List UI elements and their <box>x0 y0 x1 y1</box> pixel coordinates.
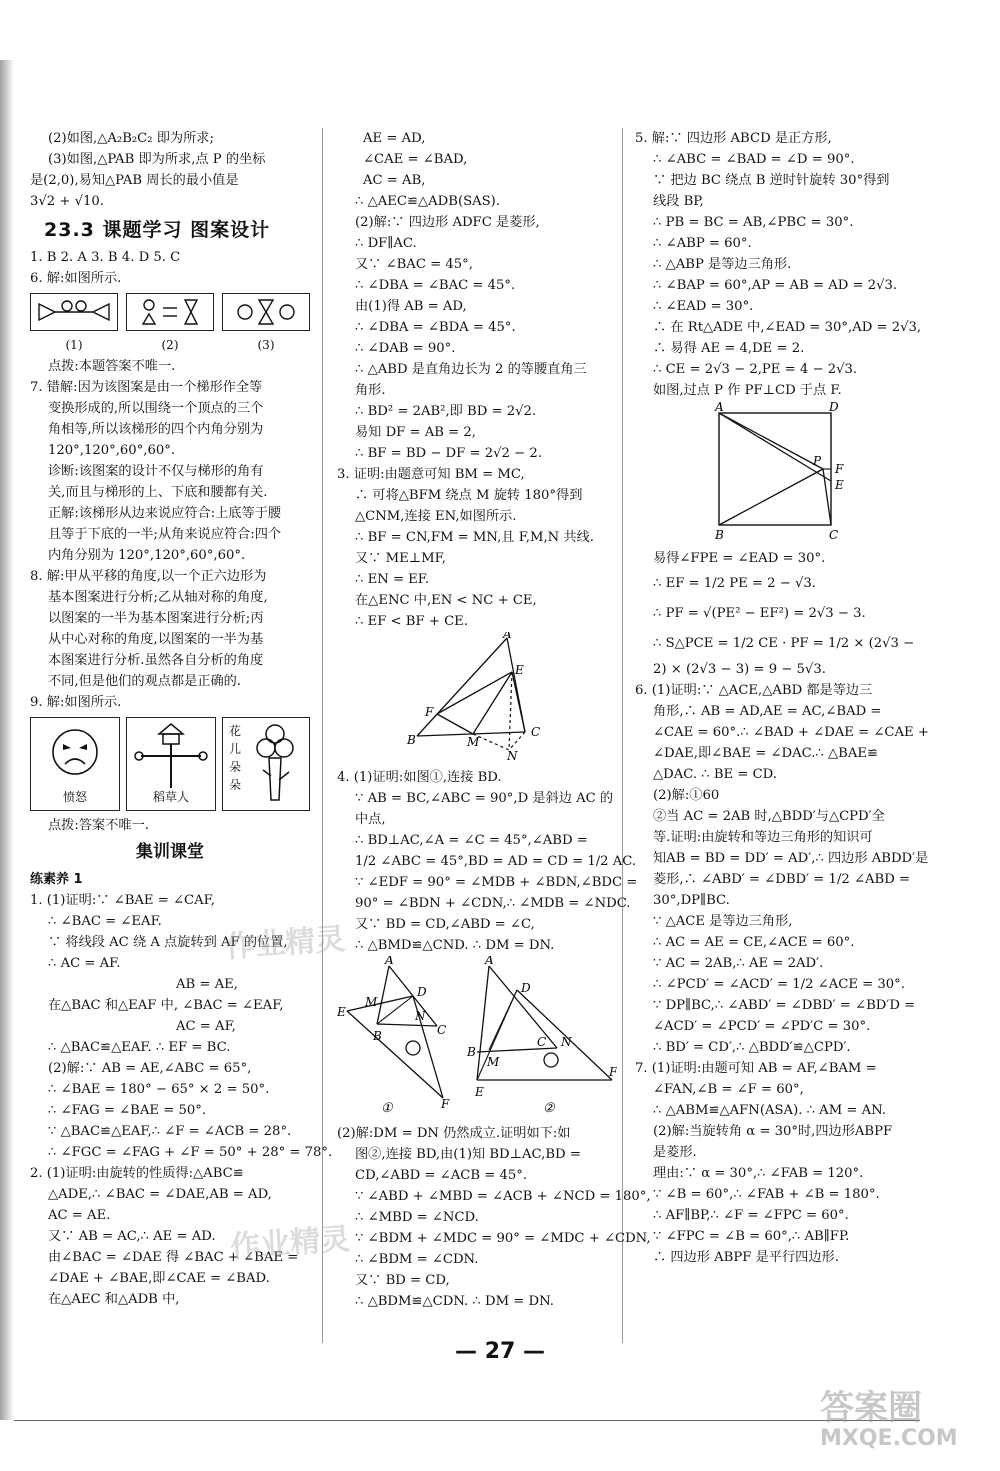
figure-captions <box>30 335 310 356</box>
answer-line: 6. 解:如图所示. <box>30 271 122 286</box>
text-line: ∴ ∠BDM = ∠CDN. <box>355 1252 479 1267</box>
text-line: 1. (1)证明:∵ ∠BAE = ∠CAF, <box>30 893 215 908</box>
text-line: ∵ DP∥BC,∴ ∠ABD′ = ∠DBD′ = ∠BD′D = <box>653 998 916 1013</box>
svg-text:E: E <box>515 663 524 677</box>
pattern-figure-3 <box>222 293 310 331</box>
svg-text:D: D <box>417 985 427 999</box>
svg-text:M: M <box>487 1055 500 1069</box>
svg-text:N: N <box>415 1009 426 1023</box>
text-line: 3√2 + √10. <box>30 194 104 209</box>
text-line: 等.证明:由旋转和等边三角形的知识可 <box>653 830 873 845</box>
text-line: ∴ ∠ABP = 60°. <box>653 236 752 251</box>
triangle-figure-q3 <box>337 632 597 760</box>
text-line: ∴ ∠BAE = 180° − 65° × 2 = 50°. <box>48 1082 270 1097</box>
text-line: ∴ ∠FGC = ∠FAG + ∠F = 50° + 28° = 78°. <box>48 1145 333 1160</box>
svg-text:F: F <box>441 1097 450 1111</box>
text-line: 线段 BP, <box>653 194 704 209</box>
svg-text:P: P <box>813 454 822 468</box>
text-line: ∴ 在 Rt△ADE 中,∠EAD = 30°,AD = 2√3, <box>653 320 922 335</box>
column-right <box>635 128 929 1268</box>
svg-text:D: D <box>829 401 839 414</box>
text-line: 图②,连接 BD,由(1)知 BD⊥AC,BD = <box>355 1147 581 1162</box>
text-line: 理由:∵ α = 30°,∴ ∠FAB = 120°. <box>653 1166 864 1181</box>
text-line: ∴ CE = 2√3 − 2,PE = 4 − 2√3. <box>653 362 858 377</box>
text-line: ∴ BD² = 2AB²,即 BD = 2√2. <box>355 404 537 419</box>
text-line: ∵ ∠B = 60°,∴ ∠FAB + ∠B = 180°. <box>653 1187 880 1202</box>
text-line: 7. 错解:因为该图案是由一个梯形作全等 <box>30 380 263 395</box>
svg-text:②: ② <box>543 1101 555 1116</box>
svg-text:F: F <box>425 705 434 719</box>
text-line: 90° = ∠BDN + ∠CDN,∴ ∠MDB = ∠NDC. <box>355 896 631 911</box>
text-line: 又∵ BD = CD, <box>355 1273 450 1288</box>
text-line: △DAC. ∴ BE = CD. <box>653 767 777 782</box>
vertical-label: 花儿朵朵 <box>229 724 242 792</box>
scarecrow-figure <box>126 717 216 811</box>
tip-line: 点拨:答案不唯一. <box>48 818 149 833</box>
text-line: ∵ ∠BDM + ∠MDC = 90° = ∠MDC + ∠CDN, <box>355 1231 651 1246</box>
text-line: ∴ 四边形 ABPF 是平行四边形. <box>653 1250 839 1265</box>
text-line: ∵ ∠EDF = 90° = ∠MDB + ∠BDN,∠BDC = <box>355 875 638 890</box>
text-line: 由∠BAC = ∠DAE 得 ∠BAC + ∠BAE = <box>48 1250 299 1265</box>
text-line: ∴ AC = AF. <box>48 956 121 971</box>
text-line: △CNM,连接 EN,如图所示. <box>355 509 517 524</box>
text-line: 120°,120°,60°,60°. <box>48 443 176 458</box>
text-line: 角形. <box>355 383 386 398</box>
text-line: ∴ △BAC≌△EAF. ∴ EF = BC. <box>48 1040 231 1055</box>
svg-text:A: A <box>385 956 394 967</box>
text-line: ∵ △ACE 是等边三角形, <box>653 914 793 929</box>
text-line: ∴ △ABD 是直角边长为 2 的等腰直角三 <box>355 362 587 377</box>
text-line: ∠FAN,∠B = ∠F = 60°, <box>653 1082 804 1097</box>
pattern-figures <box>30 293 310 331</box>
svg-text:A: A <box>715 401 724 414</box>
practice-label: 练素养 1 <box>30 872 83 887</box>
text-line: (3)如图,△PAB 即为所求,点 P 的坐标 <box>48 152 266 167</box>
svg-text:F: F <box>835 462 844 476</box>
text-line: ∠DAE,即∠BAE = ∠DAC.∴ △BAE≌ <box>653 746 879 761</box>
text-line: ∠DAE + ∠BAE,即∠CAE = ∠BAD. <box>48 1271 270 1286</box>
svg-text:B: B <box>467 1045 476 1059</box>
design-figures <box>30 717 310 811</box>
text-line: 又∵ ME⊥MF, <box>355 551 446 566</box>
text-line: (2)解:当旋转角 α = 30°时,四边形ABPF <box>653 1124 893 1139</box>
svg-text:B: B <box>373 1029 382 1043</box>
text-line: 是(2,0),易知△PAB 周长的最小值是 <box>30 173 239 188</box>
text-line: AC = AF, <box>176 1019 236 1034</box>
text-line: ∵ 将线段 AC 绕 A 点旋转到 AF 的位置, <box>48 935 288 950</box>
svg-text:E: E <box>475 1085 484 1099</box>
text-line: AC = AE. <box>48 1208 111 1223</box>
text-line: ②当 AC = 2AB 时,△BDD′与△CPD′全 <box>653 809 885 824</box>
column-left <box>30 128 333 1310</box>
figure-caption: (1) <box>65 338 83 352</box>
angry-face-icon <box>31 718 119 794</box>
page-edge-shadow <box>0 60 14 1420</box>
triangle-figures-q4 <box>337 956 617 1116</box>
text-line: 知AB = BD = DD′ = AD′,∴ 四边形 ABDD′是 <box>653 851 929 866</box>
text-line: ∴ ∠FAG = ∠BAE = 50°. <box>48 1103 207 1118</box>
answer-line: 9. 解:如图所示. <box>30 695 122 710</box>
text-line: ∴ EF < BF + CE. <box>355 614 468 629</box>
text-line: ∵ ∠ABD + ∠MBD = ∠ACB + ∠NCD = 180°, <box>355 1189 651 1204</box>
text-line: 易得∠FPE = ∠EAD = 30°. <box>653 551 826 566</box>
text-line: 基本图案进行分析;乙从轴对称的角度, <box>48 590 268 605</box>
bottom-rule <box>14 1420 920 1421</box>
svg-text:C: C <box>829 528 839 541</box>
text-line: 8. 解:甲从平移的角度,以一个正六边形为 <box>30 569 267 584</box>
text-line: 诊断:该图案的设计不仅与梯形的角有 <box>48 464 264 479</box>
text-line: 以图案的一半为基本图案进行分析;丙 <box>48 611 264 626</box>
text-line: 2) × (2√3 − 3) = 9 − 5√3. <box>653 662 826 677</box>
text-line: 关,而且与梯形的上、下底和腰都有关. <box>48 485 268 500</box>
figure-caption: 愤怒 <box>62 790 87 804</box>
svg-text:A: A <box>503 632 512 641</box>
text-line: 由(1)得 AB = AD, <box>355 299 467 314</box>
figure-caption: 稻草人 <box>152 790 189 804</box>
watermark-text: 作业精灵 <box>229 1221 352 1266</box>
text-line: 又∵ BD = CD,∠ABD = ∠C, <box>355 917 535 932</box>
text-line: 又∵ ∠BAC = 45°, <box>355 257 473 272</box>
text-line: AC = AB, <box>363 173 426 188</box>
text-line: ∴ AF∥BP,∴ ∠F = ∠FPC = 60°. <box>653 1208 849 1223</box>
text-line: ∴ ∠DBA = ∠BAC = 45°. <box>355 278 516 293</box>
svg-text:①: ① <box>381 1101 393 1116</box>
figure-caption: (3) <box>257 338 275 352</box>
text-line: 内角分别为 120°,120°,60°,60°. <box>48 548 246 563</box>
angry-face-figure <box>30 717 120 811</box>
text-line: 角形,∴ AB = AD,AE = AC,∠BAD = <box>653 704 882 719</box>
text-line: ∵ △BAC≌△EAF,∴ ∠F = ∠ACB = 28°. <box>48 1124 292 1139</box>
text-line: 30°,DP∥BC. <box>653 893 730 908</box>
svg-text:D: D <box>521 981 531 995</box>
text-line: (2)解:∵ AB = AE,∠ABC = 65°, <box>48 1061 252 1076</box>
flowers-figure <box>222 717 310 811</box>
text-line: (2)解:∵ 四边形 ADFC 是菱形, <box>355 215 540 230</box>
text-line: ∴ BF = BD − DF = 2√2 − 2. <box>355 446 542 461</box>
watermark-logo: 答案圈 <box>820 1388 922 1428</box>
text-line: (2)解:DM = DN 仍然成立.证明如下:如 <box>337 1126 571 1141</box>
pattern-figure-2 <box>126 293 214 331</box>
watermark-text: 作业精灵 <box>224 921 347 966</box>
text-line: 不同,但是他们的观点都是正确的. <box>48 674 242 689</box>
text-line: 7. (1)证明:由题可知 AB = AF,∠BAM = <box>635 1061 877 1076</box>
scarecrow-icon <box>127 718 215 794</box>
text-line: ∴ ∠PCD′ = ∠ACD′ = 1/2 ∠ACE = 30°. <box>653 977 905 992</box>
svg-text:N: N <box>507 749 518 760</box>
text-line: 1/2 ∠ABC = 45°,BD = AD = CD = 1/2 AC. <box>355 854 637 869</box>
tip-line: 点拨:本题答案不唯一. <box>48 359 176 374</box>
svg-text:M: M <box>365 995 378 1009</box>
text-line: 中点, <box>355 812 386 827</box>
text-line: 正解:该梯形从边来说应符合:上底等于腰 <box>48 506 282 521</box>
text-line: ∠CAE = ∠BAD, <box>363 152 468 167</box>
text-line: ∴ ∠BAP = 60°,AP = AB = AD = 2√3. <box>653 278 898 293</box>
text-line: △ADE,∴ ∠BAC = ∠DAE,AB = AD, <box>48 1187 272 1202</box>
text-line: ∴ ∠MBD = ∠NCD. <box>355 1210 479 1225</box>
svg-text:N: N <box>561 1035 572 1049</box>
svg-text:M: M <box>467 735 480 749</box>
text-line: (2)解:①60 <box>653 788 720 803</box>
text-line: ∴ ∠BAC = ∠EAF. <box>48 914 162 929</box>
section-title: 23.3 课题学习 图案设计 <box>44 219 271 241</box>
text-line: ∴ 易得 AE = 4,DE = 2. <box>653 341 805 356</box>
text-line: 如图,过点 P 作 PF⊥CD 于点 F. <box>653 383 842 398</box>
answer-line: 1. B 2. A 3. B 4. D 5. C <box>30 250 181 265</box>
text-line: ∴ BF = CN,FM = MN,且 F,M,N 共线. <box>355 530 594 545</box>
text-line: ∴ ∠EAD = 30°. <box>653 299 754 314</box>
text-line: 5. 解:∵ 四边形 ABCD 是正方形, <box>635 131 832 146</box>
text-line: ∵ ∠FPC = ∠B = 60°,∴ AB∥FP. <box>653 1229 850 1244</box>
column-middle <box>337 128 651 1312</box>
column-divider <box>622 128 623 1343</box>
svg-text:F: F <box>609 1065 617 1079</box>
text-line: 角相等,所以该梯形的四个内角分别为 <box>48 422 264 437</box>
text-line: 在△ENC 中,EN < NC + CE, <box>355 593 537 608</box>
text-line: ∴ EF = 1/2 PE = 2 − √3. <box>653 576 816 591</box>
svg-text:E: E <box>835 478 844 492</box>
text-line: ∵ AB = BC,∠ABC = 90°,D 是斜边 AC 的 <box>355 791 614 806</box>
text-line: ∴ PB = BC = AB,∠PBC = 30°. <box>653 215 854 230</box>
text-line: ∠ACD′ = ∠PCD′ = ∠PD′C = 30°. <box>653 1019 871 1034</box>
flowers-icon <box>223 718 311 808</box>
text-line: ∴ S△PCE = 1/2 CE · PF = 1/2 × (2√3 − <box>653 636 915 651</box>
text-line: AE = AD, <box>363 131 426 146</box>
text-line: 是菱形. <box>653 1145 697 1160</box>
text-line: ∴ △BDM≌△CDN. ∴ DM = DN. <box>355 1294 554 1309</box>
text-line: 易知 DF = AB = 2, <box>355 425 476 440</box>
text-line: (2)如图,△A₂B₂C₂ 即为所求; <box>48 131 214 146</box>
text-line: ∴ BD′ = CD′,∴ △BDD′≌△CPD′. <box>653 1040 851 1055</box>
text-line: ∴ ∠DBA = ∠BDA = 45°. <box>355 320 516 335</box>
text-line: 在△AEC 和△ADB 中, <box>48 1292 180 1307</box>
svg-text:E: E <box>337 1005 346 1019</box>
text-line: AB = AE, <box>176 977 238 992</box>
text-line: ∴ ∠DAB = 90°. <box>355 341 456 356</box>
text-line: 3. 证明:由题意可知 BM = MC, <box>337 467 525 482</box>
text-line: 在△BAC 和△EAF 中, ∠BAC = ∠EAF, <box>48 998 284 1013</box>
text-line: ∴ AC = AE = CE,∠ACE = 60°. <box>653 935 855 950</box>
svg-text:B: B <box>715 528 724 541</box>
svg-text:A: A <box>485 956 494 967</box>
text-line: ∴ △ABP 是等边三角形. <box>653 257 792 272</box>
square-figure-q5 <box>635 401 915 541</box>
svg-text:C: C <box>437 1023 447 1037</box>
text-line: 菱形,∴ ∠ABD′ = ∠DBD′ = 1/2 ∠ABD = <box>653 872 911 887</box>
text-line: ∴ 可将△BFM 绕点 M 旋转 180°得到 <box>355 488 583 503</box>
text-line: ∵ 把边 BC 绕点 B 逆时针旋转 30°得到 <box>653 173 890 188</box>
text-line: 从中心对称的角度,以图案的一半为基 <box>48 632 264 647</box>
text-line: ∴ PF = √(PE² − EF²) = 2√3 − 3. <box>653 606 866 621</box>
page-number: — 27 — <box>455 1339 545 1364</box>
text-line: 又∵ AB = AC,∴ AE = AD. <box>48 1229 216 1244</box>
text-line: ∴ △BMD≌△CND. ∴ DM = DN. <box>355 938 555 953</box>
text-line: ∴ △ABM≌△AFN(ASA). ∴ AM = AN. <box>653 1103 887 1118</box>
figure-caption: (2) <box>161 338 179 352</box>
text-line: ∴ △AEC≌△ADB(SAS). <box>355 194 501 209</box>
text-line: ∵ AC = 2AB,∴ AE = 2AD′. <box>653 956 824 971</box>
text-line: CD,∠ABD = ∠ACB = 45°. <box>355 1168 528 1183</box>
text-line: ∴ EN = EF. <box>355 572 430 587</box>
text-line: 本图案进行分析.虽然各自分析的角度 <box>48 653 264 668</box>
watermark-url: MXQE.COM <box>820 1426 958 1451</box>
text-line: ∴ DF∥AC. <box>355 236 417 251</box>
text-line: ∴ BD⊥AC,∠A = ∠C = 45°,∠ABD = <box>355 833 588 848</box>
svg-text:C: C <box>531 725 541 739</box>
text-line: 6. (1)证明:∵ △ACE,△ABD 都是等边三 <box>635 683 873 698</box>
subsection-title: 集训课堂 <box>136 842 204 862</box>
text-line: ∴ ∠ABC = ∠BAD = ∠D = 90°. <box>653 152 855 167</box>
text-line: 变换形成的,所以围绕一个顶点的三个 <box>48 401 264 416</box>
svg-text:C: C <box>537 1035 547 1049</box>
text-line: 4. (1)证明:如图①,连接 BD. <box>337 770 502 785</box>
svg-text:B: B <box>407 733 416 747</box>
text-line: ∠CAE = 60°.∴ ∠BAD + ∠DAE = ∠CAE + <box>653 725 929 740</box>
pattern-figure-1 <box>30 293 118 331</box>
text-line: 2. (1)证明:由旋转的性质得:△ABC≌ <box>30 1166 244 1181</box>
text-line: 且等于下底的一半;从角来说应符合:四个 <box>48 527 282 542</box>
